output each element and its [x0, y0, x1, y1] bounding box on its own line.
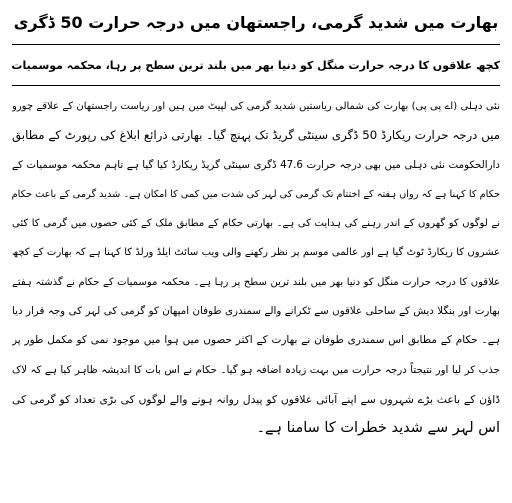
body-line: بھارت اور بنگلا دیش کے ساحلی علاقوں سے ٹکرانے والے سمندری طوفان امپھان کو گرمی کی لہر کی وجہ قرار دیا	[12, 305, 500, 318]
body-line: ہے۔ حکام کے مطابق اس سمندری طوفان نے بھارت کے اکثر حصوں میں ہوا میں موجود نمی کو مکمل طور پر	[12, 334, 500, 347]
headline-divider	[12, 44, 500, 45]
body-line: اس لہر سے شدید خطرات کا سامنا ہے۔	[256, 420, 500, 437]
headline-main: بھارت میں شدید گرمی، راجستھان میں درجہ حرارت 50 ڈگری	[13, 13, 499, 32]
body-line: عشروں کا ریکارڈ ٹوٹ گیا ہے اور عالمی موسم پر نظر رکھنے والی ویب سائٹ ایلڈ ورلڈ کا کہنا ہے کہ بھارت کے کچھ	[12, 247, 500, 259]
body-line: علاقوں کا درجہ حرارت منگل کو دنیا بھر میں بلند ترین سطح پر رہا ہے۔ محکمہ موسمیات کے حکام نے گذشتہ ہفتے	[12, 276, 500, 288]
body-line: نئی دہلی (اے پی پی) بھارت کی شمالی ریاستیں شدید گرمی کی لپیٹ میں ہیں اور ریاست راجستھان کے علاقے چورو	[12, 101, 500, 112]
body-line: ڈاؤن کے باعث بڑے شہروں سے اپنے آبائی علاقوں کو پیدل روانہ ہونے والے لوگوں کی بڑی تعداد کو گرمی کی	[12, 392, 500, 406]
article-body	[12, 92, 500, 444]
body-line: جذب کر لیا اور نتیجتاً درجہ حرارت میں بہت زیادہ اضافہ ہو گیا۔ حکام نے اس بات کا اندیشہ ظاہر کیا ہے کہ لاک	[12, 363, 500, 376]
body-line: حکام کا کہنا ہے کہ رواں ہفتہ کے اختتام تک گرمی کی لہر کی شدت میں کمی کا امکان ہے۔ شدید گرمی کے باعث حکام	[12, 188, 500, 200]
body-divider	[12, 85, 500, 86]
body-line: دارالحکومت نئی دہلی میں بھی درجہ حرارت 47.6 ڈگری سینٹی گریڈ ریکارڈ کیا گیا ہے تاہم محکمہ موسمیات کے	[12, 158, 500, 171]
body-line: نے لوگوں کو گھروں کے اندر رہنے کی ہدایت کی ہے۔ بھارتی حکام کے مطابق ملک کے کئی حصوں میں گرمی کا کئی	[12, 218, 500, 230]
body-line: میں درجہ حرارت ریکارڈ 50 ڈگری سینٹی گریڈ تک پہنچ گیا۔ بھارتی ذرائع ابلاغ کی رپورٹ کے مطابق	[12, 128, 500, 143]
headline-sub: کچھ علاقوں کا درجہ حرارت منگل کو دنیا بھر میں بلند ترین سطح پر رہا، محکمہ موسمیات	[11, 59, 500, 72]
